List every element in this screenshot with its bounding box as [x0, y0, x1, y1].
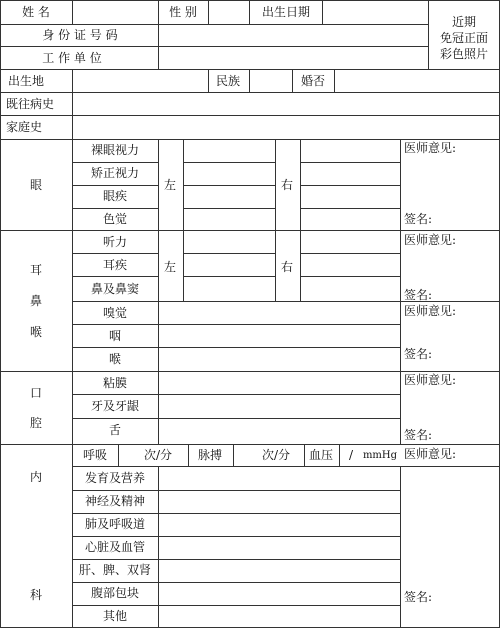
work-unit-label: 工 作 单 位	[42, 51, 102, 65]
birthplace-label: 出生地	[8, 74, 45, 88]
name-label: 姓 名	[22, 5, 50, 19]
mouth-item: 粘膜	[102, 376, 128, 390]
id-number-label: 身 份 证 号 码	[42, 28, 118, 42]
past-history-label: 既往病史	[6, 97, 55, 111]
ear-item: 听力	[102, 235, 128, 249]
respiration-label: 呼吸	[82, 448, 108, 462]
blood-pressure-separator: /	[348, 448, 354, 462]
internal-item: 腹部包块	[90, 586, 140, 600]
mouth-item: 舌	[108, 423, 122, 437]
throat-item: 喉	[108, 352, 122, 366]
eye-item: 裸眼视力	[90, 143, 140, 157]
marital-status-label: 婚否	[300, 74, 326, 88]
throat-item: 嗅觉	[102, 306, 128, 320]
eye-item: 色觉	[102, 212, 128, 226]
ear-right-label: 右	[280, 260, 294, 274]
ent-section-char: 耳	[29, 263, 43, 277]
photo-note-line2: 免冠正面	[439, 31, 489, 45]
gender-label: 性 别	[169, 5, 197, 19]
internal-signature-label: 签名:	[404, 590, 433, 604]
internal-section-char: 内	[29, 470, 43, 484]
throat-item: 咽	[108, 329, 122, 343]
eye-opinion-label: 医师意见:	[404, 141, 457, 155]
blood-pressure-label: 血压	[308, 448, 334, 462]
internal-item: 肺及呼吸道	[84, 517, 146, 531]
eye-signature-label: 签名:	[404, 212, 433, 226]
mouth-section-char: 腔	[29, 416, 43, 430]
ear-signature-label: 签名:	[404, 288, 433, 302]
eye-right-label: 右	[280, 178, 294, 192]
mouth-opinion-label: 医师意见:	[404, 373, 457, 387]
ethnicity-label: 民族	[215, 74, 241, 88]
ear-opinion-label: 医师意见:	[404, 233, 457, 247]
pulse-unit: 次/分	[261, 448, 291, 462]
throat-opinion-label: 医师意见:	[404, 304, 457, 318]
throat-signature-label: 签名:	[404, 347, 433, 361]
internal-item: 发育及营养	[84, 471, 146, 485]
internal-item: 其他	[102, 609, 128, 623]
ent-section-char: 喉	[29, 325, 43, 339]
internal-section-char: 科	[29, 588, 43, 602]
respiration-unit: 次/分	[143, 448, 173, 462]
mouth-item: 牙及牙龈	[90, 399, 140, 413]
family-history-label: 家庭史	[6, 120, 43, 134]
birthdate-label: 出生日期	[261, 5, 311, 19]
internal-item: 心脏及血管	[84, 540, 146, 554]
internal-item: 神经及精神	[84, 494, 146, 508]
eye-section-label: 眼	[29, 178, 43, 192]
internal-item: 肝、脾、双肾	[78, 563, 152, 577]
eye-item: 矫正视力	[90, 166, 140, 180]
pulse-label: 脉搏	[197, 448, 223, 462]
ent-section-char: 鼻	[29, 294, 43, 308]
photo-note-line3: 彩色照片	[439, 47, 489, 61]
mouth-signature-label: 签名:	[404, 428, 433, 442]
blood-pressure-unit: mmHg	[362, 450, 398, 461]
eye-left-label: 左	[163, 178, 177, 192]
eye-item: 眼疾	[102, 189, 128, 203]
mouth-section-char: 口	[29, 386, 43, 400]
ear-item: 鼻及鼻窦	[90, 282, 140, 296]
ear-left-label: 左	[163, 260, 177, 274]
ear-item: 耳疾	[102, 258, 128, 272]
internal-opinion-label: 医师意见:	[404, 447, 457, 461]
photo-note-line1: 近期	[451, 15, 477, 29]
